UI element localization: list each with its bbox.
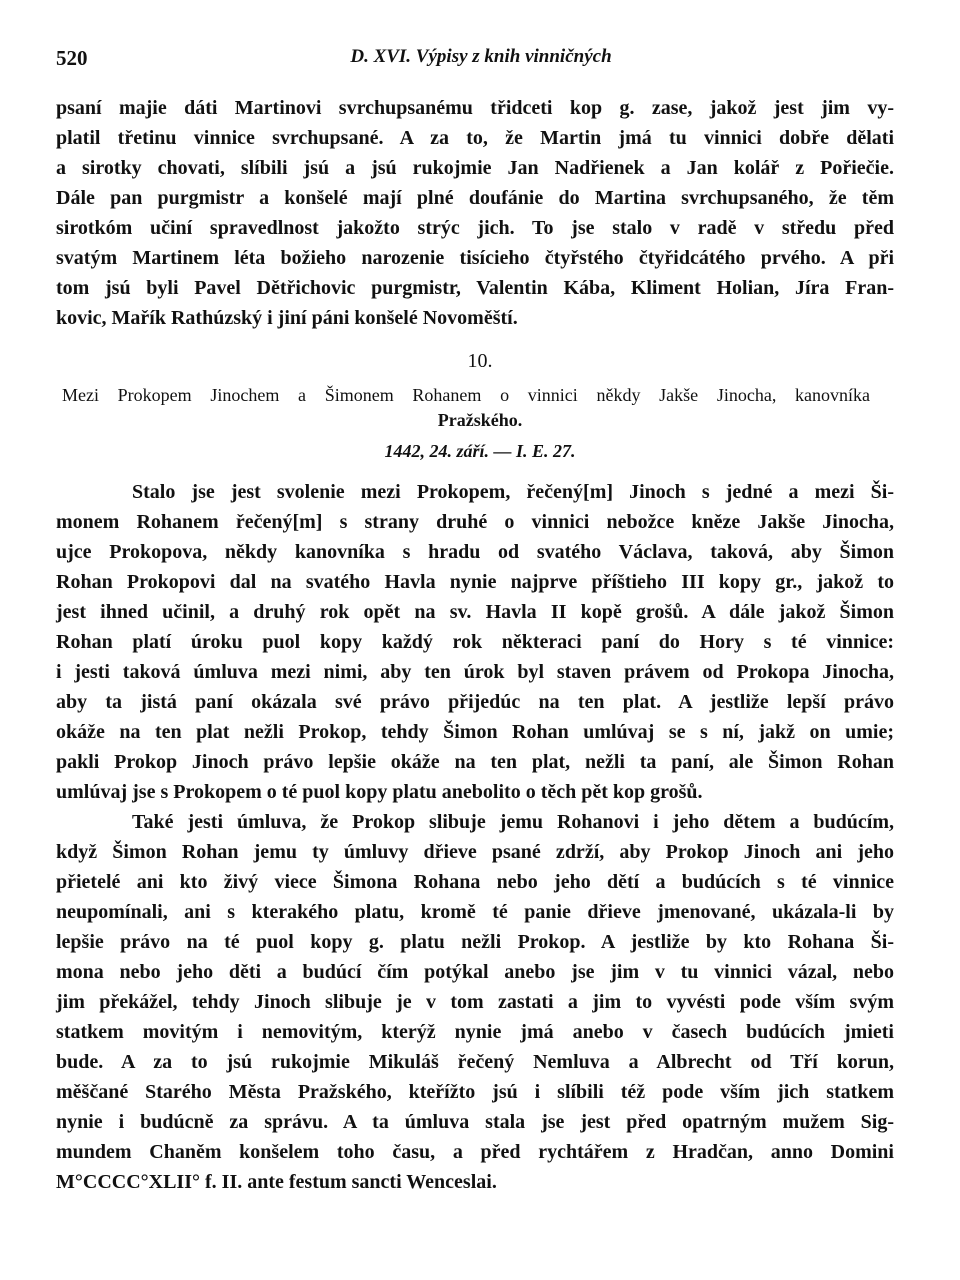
page-number: 520 <box>56 46 88 70</box>
paragraph-line: okáže na ten plat nežli Prokop, tehdy Šimon Rohan umlúvaj se s ní, jakž on umie; <box>56 721 894 743</box>
paragraph-line: mundem Chaněm konšelem toho času, a před rychtářem z Hradčan, anno Domini <box>56 1141 894 1163</box>
paragraph-line: přietelé ani kto živý viece Šimona Rohana nebo jeho dětí a budúcích s té vinnice <box>56 871 894 893</box>
paragraph-line: svatým Martinem léta božieho narozenie tisícieho čtyřstého čtyřidcátého prvého. A při <box>56 247 894 269</box>
paragraph-line: a sirotky chovati, slíbili jsú a jsú rukojmie Jan Nadřienek a Jan kolář z Pořiečie. <box>56 157 894 179</box>
paragraph-line: lepšie právo na té puol kopy g. platu nežli Prokop. A jestliže by kto Rohana Ši- <box>56 931 894 953</box>
paragraph-line: kovic, Mařík Rathúzský i jiní páni konšelé Novoměští. <box>56 307 518 329</box>
paragraph-line: Také jesti úmluva, že Prokop slibuje jemu Rohanovi i jeho dětem a budúcím, <box>132 811 894 833</box>
paragraph-line: jest ihned učinil, a druhý rok opět na sv. Havla II kopě grošů. A dále jakož Šimon <box>56 601 894 623</box>
paragraph-line: Rohan platí úroku puol kopy každý rok některaci paní do Hory s té vinnice: <box>56 631 894 653</box>
paragraph-line: nynie i budúcně za správu. A ta úmluva stala jse jest před opatrným mužem Sig- <box>56 1111 894 1133</box>
paragraph-line: M°CCCC°XLII° f. II. ante festum sancti Wenceslai. <box>56 1171 497 1193</box>
paragraph-line: když Šimon Rohan jemu ty úmluvy dřieve psané zdrží, aby Prokop Jinoch ani jeho <box>56 841 894 863</box>
paragraph-line: jim překážel, tehdy Jinoch slibuje je v tom zastati a jim to vyvésti pode vším svým <box>56 991 894 1013</box>
paragraph-line: platil třetinu vinnice svrchupsané. A za to, že Martin jmá tu vinnici dobře dělati <box>56 127 894 149</box>
paragraph-line: monem Rohanem řečený[m] s strany druhé o vinnici nebožce kněze Jakše Jinocha, <box>56 511 894 533</box>
running-header <box>56 46 906 76</box>
paragraph-line: Dále pan purgmistr a konšelé mají plné doufánie do Martina svrchupsaného, že těm <box>56 187 894 209</box>
paragraph-line: pakli Prokop Jinoch právo lepšie okáže na ten plat, nežli ta paní, ale Šimon Rohan <box>56 751 894 773</box>
paragraph-line: tom jsú byli Pavel Dětřichovic purgmistr, Valentin Kába, Kliment Holian, Jíra Fran- <box>56 277 894 299</box>
paragraph-line: i jesti taková úmluva mezi nimi, aby ten úrok byl staven právem od Prokopa Jinocha, <box>56 661 894 683</box>
paragraph-line: ujce Prokopova, někdy kanovníka s hradu od svatého Václava, taková, aby Šimon <box>56 541 894 563</box>
running-title: D. XVI. Výpisy z knih vinničných <box>350 46 612 67</box>
paragraph-line: měščané Starého Města Pražského, kteřížto jsú i slíbili též pode vším jich statkem <box>56 1081 894 1103</box>
paragraph-line: aby ta jistá paní okázala své právo přijedúc na ten plat. A jestliže lepší právo <box>56 691 894 713</box>
paragraph-line: psaní majie dáti Martinovi svrchupsanému třidceti kop g. zase, jakož jest jim vy- <box>56 97 894 119</box>
paragraph-line: Rohan Prokopovi dal na svatého Havla nynie najprve příštieho III kopy gr., jakož to <box>56 571 894 593</box>
paragraph-line: statkem movitým i nemovitým, kterýž nynie jmá anebo v časech budúcích jmieti <box>56 1021 894 1043</box>
section-title-continuation: Pražského. <box>437 410 523 430</box>
paragraph-line: umlúvaj jse s Prokopem o té puol kopy platu anebolito o těch pět kop grošů. <box>56 781 703 803</box>
paragraph-line: neupomínali, ani s kterakého platu, kromě té panie dřieve jmenované, ukázala-li by <box>56 901 894 923</box>
paragraph-line: mona nebo jeho děti a budúcí čím potýkal anebo jse jim v tu vinnici vázal, nebo <box>56 961 894 983</box>
section-date: 1442, 24. září. — I. E. 27. <box>384 441 576 461</box>
section-number: 10. <box>467 350 493 372</box>
paragraph-line: bude. A za to jsú rukojmie Mikuláš řečený Nemluva a Albrecht od Tří korun, <box>56 1051 894 1073</box>
paragraph-line: sirotkóm učiní spravedlnost jakožto strýc jich. To jse stalo v radě v středu před <box>56 217 894 239</box>
section-title: Mezi Prokopem Jinochem a Šimonem Rohanem o vinnici někdy Jakše Jinocha, kanovníka <box>62 385 870 405</box>
paragraph-line: Stalo jse jest svolenie mezi Prokopem, řečený[m] Jinoch s jedné a mezi Ši- <box>132 481 894 503</box>
